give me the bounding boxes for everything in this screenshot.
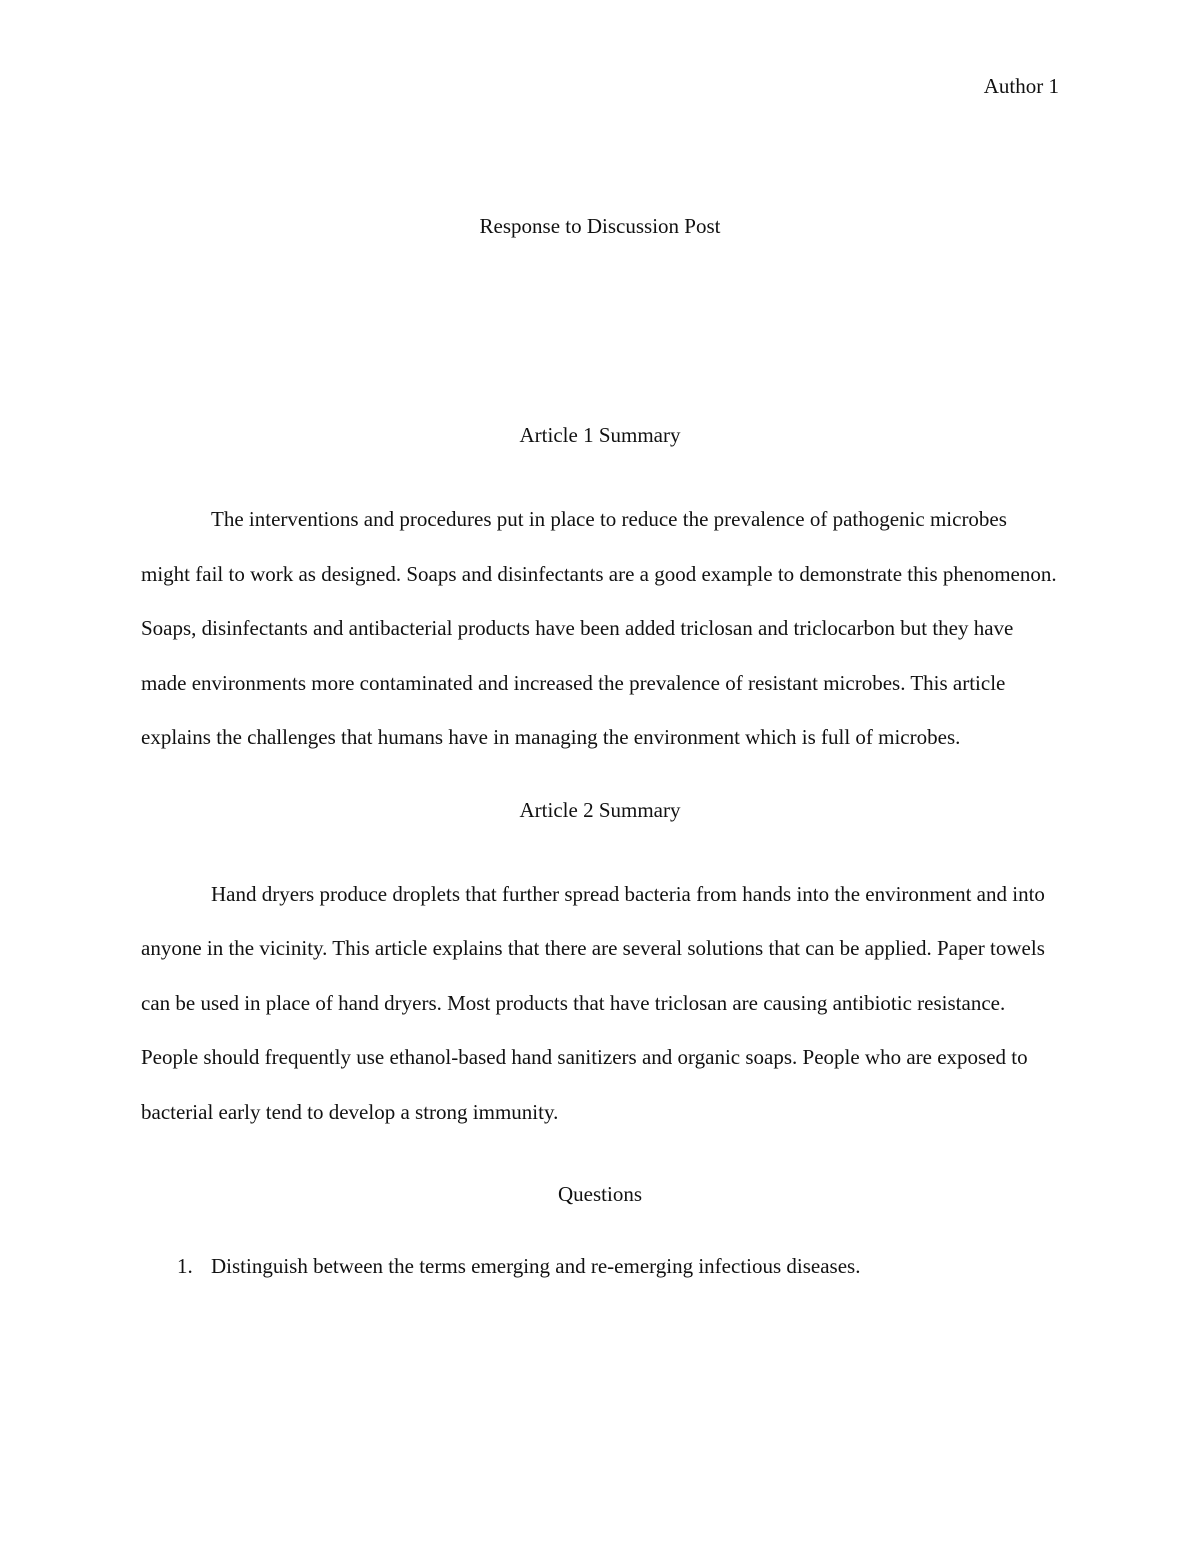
article-2-heading: Article 2 Summary (519, 797, 681, 822)
question-item (141, 1251, 1059, 1281)
question-text: Distinguish between the terms emerging and re-emerging infectious diseases. (211, 1254, 861, 1278)
article-1-heading: Article 1 Summary (519, 423, 681, 447)
question-number: 1. (177, 1254, 193, 1278)
document-body (141, 420, 1059, 1281)
question-list (141, 1251, 1059, 1281)
article-2-summary-paragraph: Hand dryers produce droplets that further spread bacteria from hands into the environment and into anyone in the vicinity. This article explains that there are several solutions that can be applied. Paper towels can be used in place of hand dryers. Most products that have triclosan are causing antibiotic resistance. People should frequently use ethanol-based hand sanitizers and organic soaps. People who are exposed to bacterial early tend to develop a strong immunity. (141, 881, 1045, 1124)
document-title: Response to Discussion Post (479, 214, 721, 238)
article-1-summary-paragraph: The interventions and procedures put in place to reduce the prevalence of pathogenic microbes might fail to work as designed. Soaps and disinfectants are a good example to demonstrate this phenomenon. Soaps, disinfectants and antibacterial products have been added triclosan and triclocarbon but they have made environments more contaminated and increased the prevalence of resistant microbes. This article explains the challenges that humans have in managing the environment which is full of microbes. (141, 507, 1057, 749)
running-head: Author 1 (983, 74, 1059, 98)
questions-heading: Questions (558, 1182, 642, 1206)
